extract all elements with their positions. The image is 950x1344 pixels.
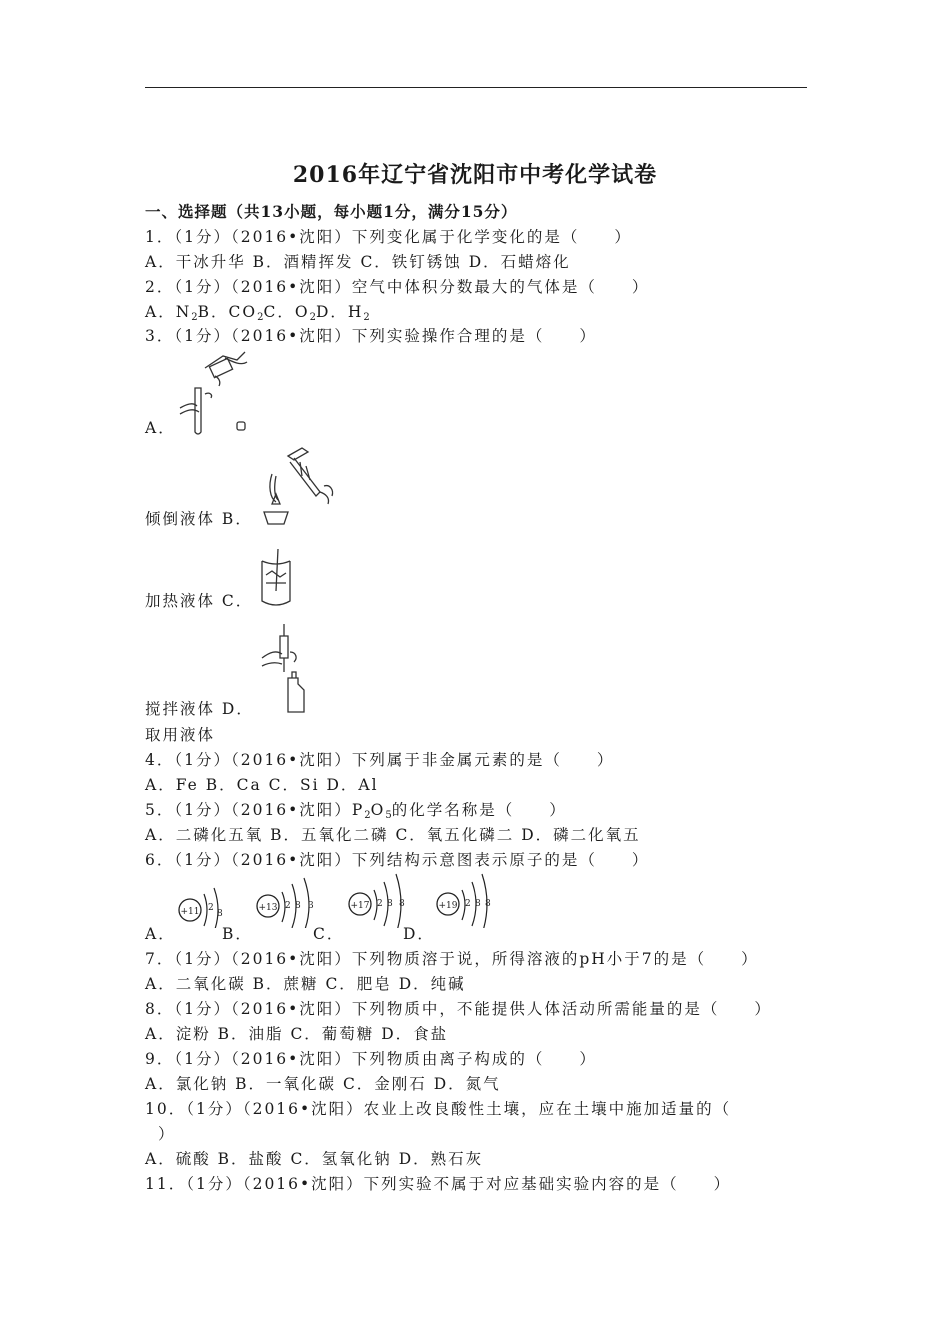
nucleus-a: +11 bbox=[180, 907, 200, 917]
nucleus-d: +19 bbox=[438, 901, 458, 911]
heating-liquid-figure bbox=[258, 446, 338, 528]
q3-option-c-label: 加热液体 C． bbox=[145, 592, 254, 610]
q3-stem: 3．（1分）（2016•沈阳）下列实验操作合理的是（ ） bbox=[145, 327, 597, 345]
shell-b-2: 8 bbox=[295, 901, 301, 911]
shell-d-2: 8 bbox=[475, 899, 481, 909]
q9-options: A．氯化钠 B．一氧化碳 C．金刚石 D．氮气 bbox=[145, 1075, 501, 1093]
shell-d-1: 2 bbox=[465, 899, 471, 909]
nucleus-c: +17 bbox=[350, 901, 370, 911]
section-heading: 一、选择题（共13小题，每小题1分，满分15分） bbox=[145, 202, 518, 221]
q8-options: A．淀粉 B．油脂 C．葡萄糖 D．食盐 bbox=[145, 1025, 449, 1043]
q11-stem: 11．（1分）（2016•沈阳）下列实验不属于对应基础实验内容的是（ ） bbox=[145, 1175, 732, 1193]
q6-label-b: B． bbox=[222, 925, 253, 943]
atom-diagram-b bbox=[257, 878, 314, 928]
shell-c-3: 8 bbox=[399, 899, 405, 909]
pouring-liquid-figure bbox=[175, 348, 255, 436]
q2-options: A．$N_2B$．$CO_2C$．$O_2D$．$H_2$ bbox=[145, 303, 370, 323]
nucleus-b: +13 bbox=[258, 903, 278, 913]
q10-options: A．硫酸 B．盐酸 C．氢氧化钠 D．熟石灰 bbox=[145, 1150, 484, 1168]
q4-options: A．Fe B．Ca C．Si D．Al bbox=[145, 776, 379, 794]
q6-label-a: A． bbox=[145, 925, 176, 943]
shell-b-3: 3 bbox=[308, 901, 314, 911]
atom-diagram-c bbox=[349, 874, 405, 928]
q5-stem: 5．（1分）（2016•沈阳）$P_2O_5$的化学名称是（ ） bbox=[145, 801, 567, 821]
stirring-liquid-figure bbox=[258, 547, 298, 609]
q3-option-a-label: A． bbox=[145, 419, 176, 437]
q7-stem: 7．（1分）（2016•沈阳）下列物质溶于说，所得溶液的pH小于7的是（ ） bbox=[145, 950, 759, 968]
q10-stem: 10．（1分）（2016•沈阳）农业上改良酸性土壤，应在土壤中施加适量的（ bbox=[145, 1100, 732, 1118]
q1-options: A．干冰升华 B．酒精挥发 C．铁钉锈蚀 D．石蜡熔化 bbox=[145, 253, 571, 271]
atom-diagram-d bbox=[437, 874, 491, 928]
q8-stem: 8．（1分）（2016•沈阳）下列物质中，不能提供人体活动所需能量的是（ ） bbox=[145, 1000, 772, 1018]
q6-label-d: D． bbox=[403, 925, 435, 943]
q3-option-b-label: 倾倒液体 B． bbox=[145, 510, 253, 528]
shell-a-1: 2 bbox=[208, 903, 214, 913]
q3-option-d-caption: 取用液体 bbox=[145, 726, 216, 744]
atom-diagram-a bbox=[179, 888, 223, 928]
q4-stem: 4．（1分）（2016•沈阳）下列属于非金属元素的是（ ） bbox=[145, 751, 615, 769]
q9-stem: 9．（1分）（2016•沈阳）下列物质由离子构成的（ ） bbox=[145, 1050, 597, 1068]
q5-options: A．二磷化五氧 B．五氧化二磷 C．氧五化磷二 D．磷二化氧五 bbox=[145, 826, 641, 844]
q6-label-c: C． bbox=[313, 925, 345, 943]
q1-stem: 1．（1分）（2016•沈阳）下列变化属于化学变化的是（ ） bbox=[145, 228, 632, 246]
shell-d-3: 8 bbox=[485, 899, 491, 909]
page-title: 2016年辽宁省沈阳市中考化学试卷 bbox=[292, 162, 658, 188]
q7-options: A．二氧化碳 B．蔗糖 C．肥皂 D．纯碱 bbox=[145, 975, 466, 993]
shell-c-2: 8 bbox=[387, 899, 393, 909]
q10-stem-continued: ） bbox=[158, 1125, 176, 1143]
q3-option-d-label: 搅拌液体 D． bbox=[145, 700, 254, 718]
q6-stem: 6．（1分）（2016•沈阳）下列结构示意图表示原子的是（ ） bbox=[145, 851, 650, 869]
dropper-bottle-figure bbox=[258, 622, 318, 718]
shell-c-1: 2 bbox=[377, 899, 383, 909]
q2-stem: 2．（1分）（2016•沈阳）空气中体积分数最大的气体是（ ） bbox=[145, 278, 650, 296]
shell-a-2: 8 bbox=[217, 909, 223, 919]
atom-diagrams bbox=[170, 868, 500, 928]
header-rule bbox=[145, 87, 807, 88]
shell-b-1: 2 bbox=[285, 901, 291, 911]
